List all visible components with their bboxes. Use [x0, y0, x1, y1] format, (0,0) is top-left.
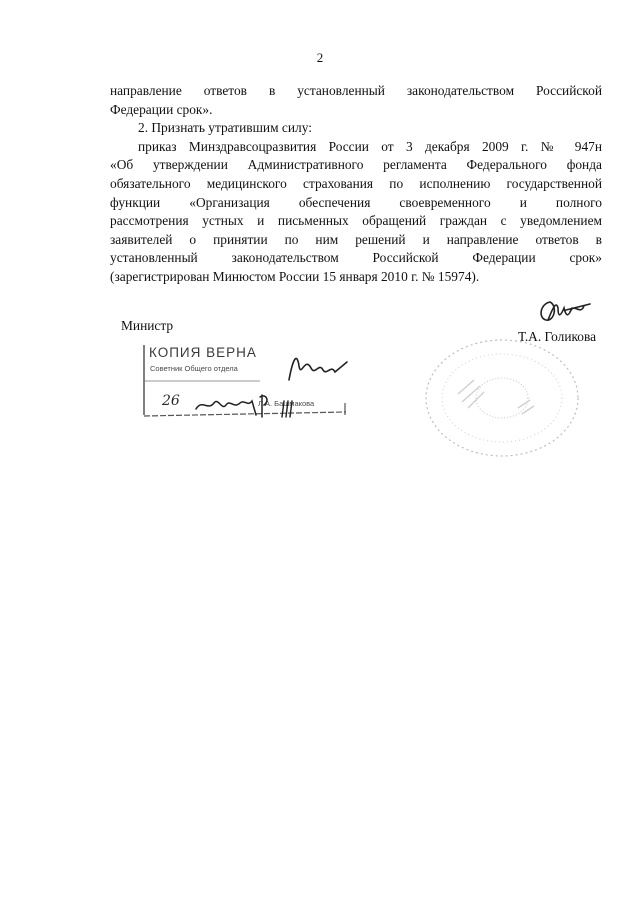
document-body — [110, 82, 602, 287]
round-seal — [418, 328, 586, 460]
minister-title: Министр — [121, 318, 174, 333]
body-line-4: приказ Минздравсоцразвития России от 3 декабря 2009 г. № 947н — [138, 138, 602, 154]
body-line-6: обязательного медицинского страхования по исполнению государственной — [110, 175, 602, 191]
body-line-5: «Об утверждении Административного регламента Федерального фонда — [110, 157, 602, 173]
stamp-subtitle: Советник Общего отдела — [150, 364, 238, 373]
stamp-signature — [285, 348, 355, 388]
date-handwriting — [192, 387, 315, 421]
copy-stamp — [140, 343, 350, 421]
stamp-name: Л.А. Башмакова — [258, 399, 315, 408]
body-line-7: функции «Организация обеспечения своевременного и полного — [110, 194, 602, 210]
body-line-1: направление ответов в установленный законодательством Российской — [110, 83, 602, 98]
stamp-title: КОПИЯ ВЕРНА — [149, 345, 257, 360]
page-number: 2 — [316, 50, 324, 65]
body-line-11: (зарегистрирован Минюстом России 15 января 2010 г. № 15974). — [110, 268, 480, 284]
body-line-9: заявителей о принятии по ним решений и направление ответов в — [110, 231, 602, 247]
minister-name: Т.А. Голикова — [518, 329, 597, 344]
body-line-2: Федерации срок». — [110, 101, 213, 117]
stamp-day: 26 — [162, 393, 180, 409]
body-line-3: 2. Признать утратившим силу: — [138, 120, 312, 136]
body-line-8: рассмотрения устных и письменных обращений граждан с уведомлением — [110, 213, 602, 229]
body-line-10: установленный законодательством Российской Федерации срок» — [110, 250, 602, 266]
